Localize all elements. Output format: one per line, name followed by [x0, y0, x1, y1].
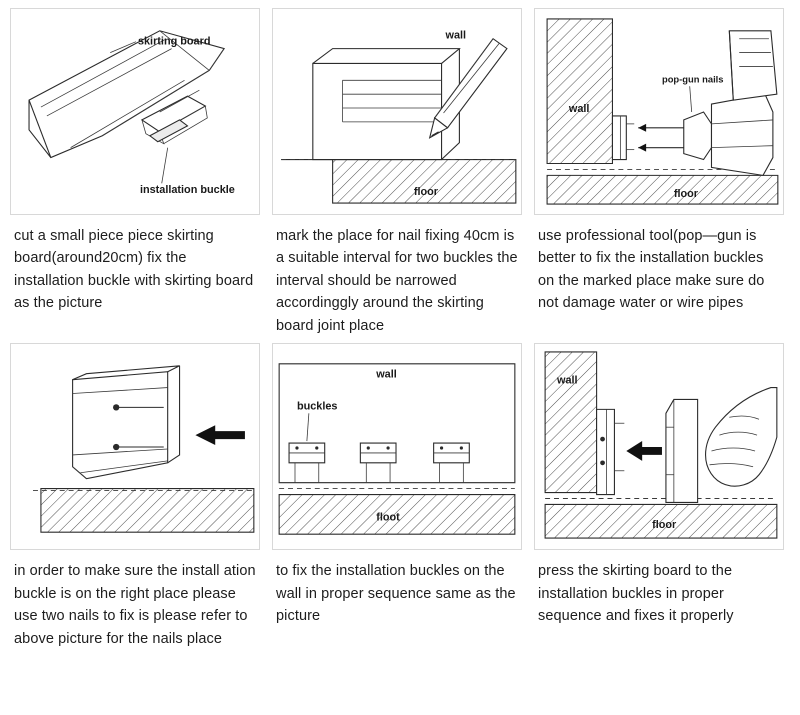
- figure-two-nails-fixing-buckle: [10, 343, 260, 550]
- figure6-label-wall: wall: [556, 374, 578, 387]
- figure-pop-gun-nailing-buckle: [534, 8, 784, 215]
- step-caption-3: use professional tool(pop—gun is better to fix the installation buckles on the marked place make sure do not damage water or wire pipes: [538, 228, 765, 312]
- figure6-label-floor: floor: [652, 519, 677, 532]
- figure5-label-wall: wall: [376, 369, 397, 382]
- figure3-label-wall: wall: [568, 102, 590, 115]
- step-caption-2: mark the place for nail fixing 40cm is a suitable interval for two buckles the interval should be narrowed accordinggly around the skirting board joint place: [276, 228, 518, 334]
- step-card-5: [272, 343, 522, 650]
- step-card-2: [272, 8, 522, 337]
- step-card-3: [534, 8, 784, 337]
- step-caption-4: in order to make sure the install ation buckle is on the right place please use two nails to fix is please refer to above picture for the nails place: [14, 563, 256, 647]
- step-card-1: [10, 8, 260, 337]
- step-card-4: [10, 343, 260, 650]
- figure2-label-wall: wall: [445, 29, 467, 42]
- step-caption-5: to fix the installation buckles on the wall in proper sequence same as the picture: [276, 563, 516, 625]
- figure-marking-nail-positions: [272, 8, 522, 215]
- figure-buckles-sequence-on-wall: [272, 343, 522, 550]
- figure5-label-buckles: buckles: [296, 400, 338, 413]
- figure2-label-floor: floor: [413, 186, 439, 199]
- figure3-label-pop-gun-nails: pop-gun nails: [661, 73, 724, 85]
- figure1-label-installation-buckle: installation buckle: [139, 184, 235, 197]
- step-caption-6: press the skirting board to the installation buckles in proper sequence and fixes it properly: [538, 563, 734, 625]
- figure-skirting-board-with-buckle: [10, 8, 260, 215]
- steps-grid: [10, 8, 790, 650]
- figure5-label-floot: floot: [376, 511, 400, 524]
- figure-pressing-skirting-board-onto-buckles: [534, 343, 784, 550]
- figure3-label-floor: floor: [673, 188, 699, 201]
- figure1-label-skirting-board: skirting board: [137, 35, 211, 48]
- step-caption-1: cut a small piece piece skirting board(around20cm) fix the installation buckle with skirting board as the picture: [14, 228, 254, 312]
- step-card-6: [534, 343, 784, 650]
